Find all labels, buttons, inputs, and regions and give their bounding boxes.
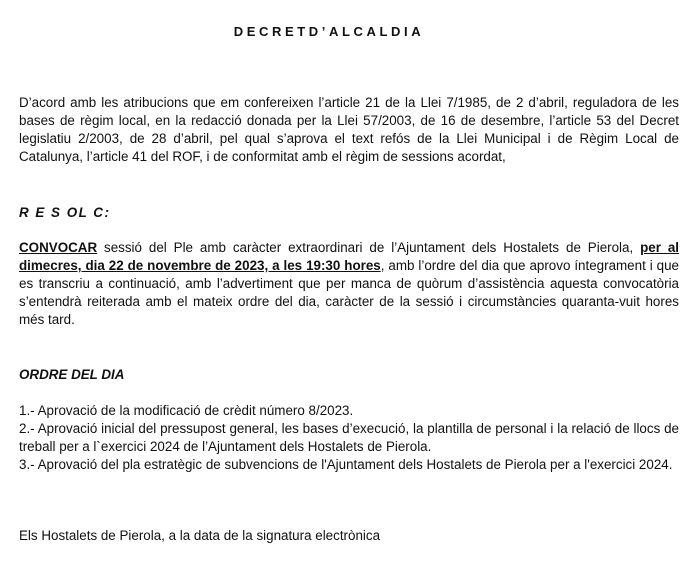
agenda-list <box>19 402 679 474</box>
agenda-item: 3.- Aprovació del pla estratègic de subvencions de l'Ajuntament dels Hostalets de Pierola per a l'exercici 2024. <box>19 457 673 472</box>
resolution-text-b: , amb l’ordre del dia que aprovo íntegrament i que es transcriu a continuació, amb l’advertiment que per manca de quòrum d’assistència aquesta convocatòria s’entendrà reiterada amb el mateix ordre del dia, caràcter de la sessió i circumstàncies quaranta-vuit hores més tard. <box>19 258 679 327</box>
session-date: per al dimecres, dia 22 de novembre de 2023, a les 19:30 hores <box>19 240 679 273</box>
document-title: DECRETD’ALCALDIA <box>233 24 425 39</box>
closing-line: Els Hostalets de Pierola, a la data de la signatura electrònica <box>19 528 381 543</box>
convocar-keyword: CONVOCAR <box>19 240 98 255</box>
agenda-item: 2.- Aprovació inicial del pressupost general, les bases d’execució, la plantilla de personal i la relació de llocs de treball per a l`exercici 2024 de l’Ajuntament dels Hostalets de Pierola. <box>19 421 679 454</box>
resolc-heading: R E S OL C: <box>19 205 111 220</box>
agenda-heading: ORDRE DEL DIA <box>19 367 125 382</box>
intro-paragraph: D’acord amb les atribucions que em confereixen l’article 21 de la Llei 7/1985, de 2 d’abril, reguladora de les bases de règim local, en la redacció donada per la Llei 57/2003, de 16 de desembre, l’article 53 del Decret legislatiu 2/2003, de 28 d’abril, pel qual s’aprova el text refós de la Llei Municipal i de Règim Local de Catalunya, l’article 41 del ROF, i de conformitat amb el règim de sessions acordat, <box>19 95 679 164</box>
resolution-text-a: sessió del Ple amb caràcter extraordinari de l’Ajuntament dels Hostalets de Pierola, <box>97 240 641 255</box>
resolution-paragraph <box>19 239 679 329</box>
agenda-item: 1.- Aprovació de la modificació de crèdit número 8/2023. <box>19 403 354 418</box>
